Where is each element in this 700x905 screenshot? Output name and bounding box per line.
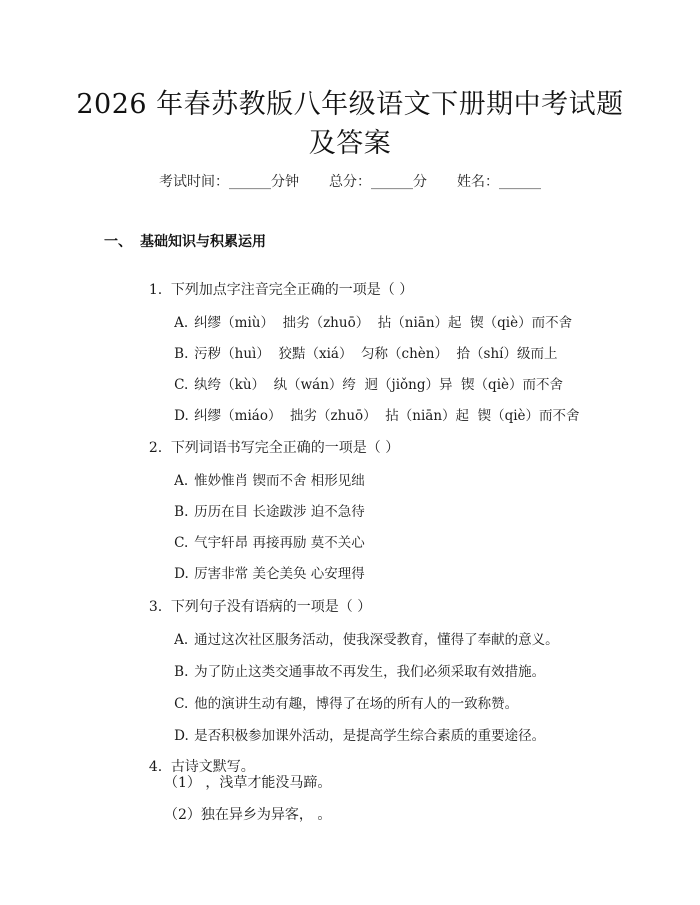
- option-text: 惟妙惟肖 锲而不舍 相形见绌: [194, 473, 365, 489]
- option-label: A.: [174, 315, 189, 331]
- question-stem: 下列加点字注音完全正确的一项是（ ）: [170, 282, 414, 298]
- option-text: 通过这次社区服务活动，使我深受教育，懂得了奉献的意义。: [194, 632, 559, 648]
- option-text: 纠缪（miù） 拙劣（zhuō） 拈（niān）起 锲（qiè）而不舍: [194, 315, 573, 331]
- option-label: D.: [174, 408, 189, 424]
- question-stem: 下列词语书写完全正确的一项是（ ）: [170, 440, 400, 456]
- option-label: C.: [174, 696, 189, 712]
- document-title-line1: 2026 年春苏教版八年级语文下册期中考试题: [76, 89, 624, 120]
- question-number: 4.: [148, 759, 163, 775]
- option-text: 历历在目 长途跋涉 迫不急待: [194, 504, 365, 520]
- option-text: 纠缪（miáo） 拙劣（zhuō） 拈（niān）起 锲（qiè）而不舍: [194, 408, 580, 424]
- total-score-field: 总分：______分: [329, 174, 427, 190]
- option-label: B.: [174, 664, 189, 680]
- student-name-field: 姓名：______: [457, 174, 541, 190]
- exam-time-field: 考试时间：______分钟: [159, 174, 299, 190]
- option-label: D.: [174, 566, 189, 582]
- option-text: 污秽（huì） 狡黠（xiá） 匀称（chèn） 拾（shí）级而上: [194, 346, 558, 362]
- option-text: 他的演讲生动有趣，博得了在场的所有人的一致称赞。: [194, 696, 519, 712]
- question-number: 2.: [148, 440, 163, 456]
- option-text: 气宇轩昂 再接再励 莫不关心: [194, 535, 365, 551]
- option-label: A.: [174, 632, 189, 648]
- section-heading: [104, 231, 266, 251]
- document-title-line2: 及答案: [308, 128, 392, 159]
- option-label: C.: [174, 535, 189, 551]
- question-number: 3.: [148, 599, 163, 615]
- option-label: C.: [174, 377, 189, 393]
- question-stem: 古诗文默写。: [170, 759, 255, 775]
- option-label: D.: [174, 728, 189, 744]
- exam-meta: [0, 171, 700, 191]
- question-number: 1.: [148, 282, 163, 298]
- option-label: B.: [174, 346, 189, 362]
- option-text: 为了防止这类交通事故不再发生，我们必须采取有效措施。: [194, 664, 546, 680]
- option-label: A.: [174, 473, 189, 489]
- section-number: 一、: [104, 234, 132, 250]
- option-text: 纨绔（kù） 纨（wán）绔 迥（jiǒng）异 锲（qiè）而不舍: [194, 377, 564, 393]
- option-text: 厉害非常 美仑美奂 心安理得: [194, 566, 365, 582]
- question-stem: 下列句子没有语病的一项是（ ）: [170, 599, 372, 615]
- question-4-subitem-1: （1） ，浅草才能没马蹄。: [164, 775, 332, 791]
- option-text: 是否积极参加课外活动，是提高学生综合素质的重要途径。: [194, 728, 546, 744]
- option-label: B.: [174, 504, 189, 520]
- question-4-subitem-2: （2）独在异乡为异客， 。: [164, 807, 332, 823]
- section-title: 基础知识与积累运用: [140, 234, 266, 250]
